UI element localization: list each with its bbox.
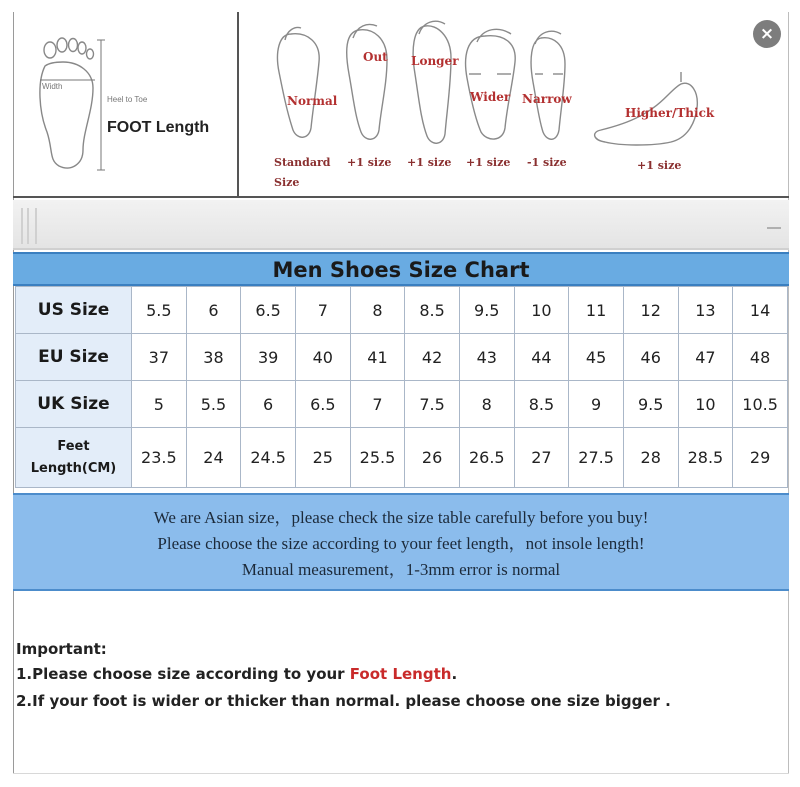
size-wider: +1 size	[466, 156, 511, 169]
important-item-1	[16, 665, 457, 683]
foot-length-diagram	[13, 12, 239, 198]
size-cell: 27	[514, 428, 569, 488]
table-row	[16, 428, 788, 488]
size-cell: 40	[295, 334, 350, 381]
size-cell: 6	[186, 287, 241, 334]
size-cell: 8	[459, 381, 514, 428]
size-cell: 28.5	[678, 428, 733, 488]
size-cell: 29	[733, 428, 788, 488]
size-cell: 25	[295, 428, 350, 488]
size-cell: 24.5	[241, 428, 296, 488]
size-cell: 10	[514, 287, 569, 334]
size-cell: 39	[241, 334, 296, 381]
size-cell: 10.5	[733, 381, 788, 428]
size-cell: 5	[132, 381, 187, 428]
chart-title: Men Shoes Size Chart	[13, 252, 789, 286]
size-standard-line2: Size	[274, 176, 300, 189]
close-button[interactable]	[753, 20, 781, 48]
size-cell: 47	[678, 334, 733, 381]
table-row	[16, 334, 788, 381]
size-cell: 5.5	[186, 381, 241, 428]
size-out: +1 size	[347, 156, 392, 169]
size-cell: 26	[405, 428, 460, 488]
size-cell: 23.5	[132, 428, 187, 488]
size-cell: 24	[186, 428, 241, 488]
size-cell: 26.5	[459, 428, 514, 488]
size-cell: 9	[569, 381, 624, 428]
size-cell: 38	[186, 334, 241, 381]
foot-length-label: FOOT Length	[107, 119, 210, 136]
foot-outline-icon	[27, 32, 107, 182]
size-cell: 37	[132, 334, 187, 381]
size-higher-thick: +1 size	[637, 159, 682, 172]
size-standard-line1: Standard	[274, 156, 331, 169]
notice-line-3: Manual measurement，1-3mm error is normal	[241, 560, 561, 579]
notice-line-1: We are Asian size，please check the size table carefully before you buy!	[153, 508, 649, 527]
size-cell: 14	[733, 287, 788, 334]
size-cell: 13	[678, 287, 733, 334]
row-header	[16, 428, 132, 488]
table-row	[16, 381, 788, 428]
important-item-2: 2.If your foot is wider or thicker than normal. please choose one size bigger .	[16, 692, 671, 710]
heel-to-toe-label: Heel to Toe	[107, 95, 148, 104]
size-cell: 7	[295, 287, 350, 334]
size-cell: 28	[623, 428, 678, 488]
size-cell: 27.5	[569, 428, 624, 488]
size-table	[15, 286, 788, 488]
size-cell: 12	[623, 287, 678, 334]
strip-divider	[27, 208, 29, 244]
size-cell: 48	[733, 334, 788, 381]
important-item-1-text: 1.Please choose size according to your	[16, 665, 350, 683]
foot-type-narrow: Narrow	[522, 92, 572, 106]
important-item-1-suffix: .	[451, 665, 458, 683]
size-cell: 9.5	[459, 287, 514, 334]
close-icon: ×	[759, 24, 775, 44]
size-cell: 9.5	[623, 381, 678, 428]
notice-line-2: Please choose the size according to your feet length，not insole length!	[157, 534, 645, 553]
size-cell: 8.5	[405, 287, 460, 334]
foot-type-normal: Normal	[287, 94, 338, 108]
important-heading: Important:	[16, 640, 107, 658]
foot-length-highlight: Foot Length	[349, 665, 452, 683]
row-header-line1: Feet	[57, 438, 90, 454]
size-cell: 6.5	[295, 381, 350, 428]
size-cell: 42	[405, 334, 460, 381]
size-cell: 46	[623, 334, 678, 381]
foot-guide-panel	[13, 12, 789, 198]
size-cell: 11	[569, 287, 624, 334]
row-header: US Size	[16, 287, 132, 334]
foot-type-longer: Longer	[411, 54, 459, 68]
row-header: UK Size	[16, 381, 132, 428]
table-row	[16, 287, 788, 334]
bottom-border	[13, 773, 789, 774]
size-narrow: -1 size	[527, 156, 567, 169]
size-cell: 6	[241, 381, 296, 428]
strip-divider	[35, 208, 37, 244]
separator-strip	[13, 200, 789, 250]
width-label: Width	[42, 82, 63, 91]
size-cell: 7.5	[405, 381, 460, 428]
size-cell: 8.5	[514, 381, 569, 428]
foot-type-higher-thick: Higher/Thick	[625, 106, 715, 120]
strip-divider	[21, 208, 23, 244]
size-cell: 45	[569, 334, 624, 381]
row-header: EU Size	[16, 334, 132, 381]
size-cell: 7	[350, 381, 405, 428]
size-cell: 5.5	[132, 287, 187, 334]
size-cell: 10	[678, 381, 733, 428]
foot-types-diagram	[241, 12, 789, 198]
strip-dash	[767, 227, 781, 229]
size-cell: 43	[459, 334, 514, 381]
size-cell: 44	[514, 334, 569, 381]
row-header-line2: Length(CM)	[30, 460, 117, 476]
foot-type-wider: Wider	[470, 90, 511, 104]
size-notice	[13, 493, 789, 591]
size-cell: 6.5	[241, 287, 296, 334]
size-cell: 25.5	[350, 428, 405, 488]
size-longer: +1 size	[407, 156, 452, 169]
size-cell: 41	[350, 334, 405, 381]
size-cell: 8	[350, 287, 405, 334]
foot-type-out: Out	[363, 50, 388, 64]
